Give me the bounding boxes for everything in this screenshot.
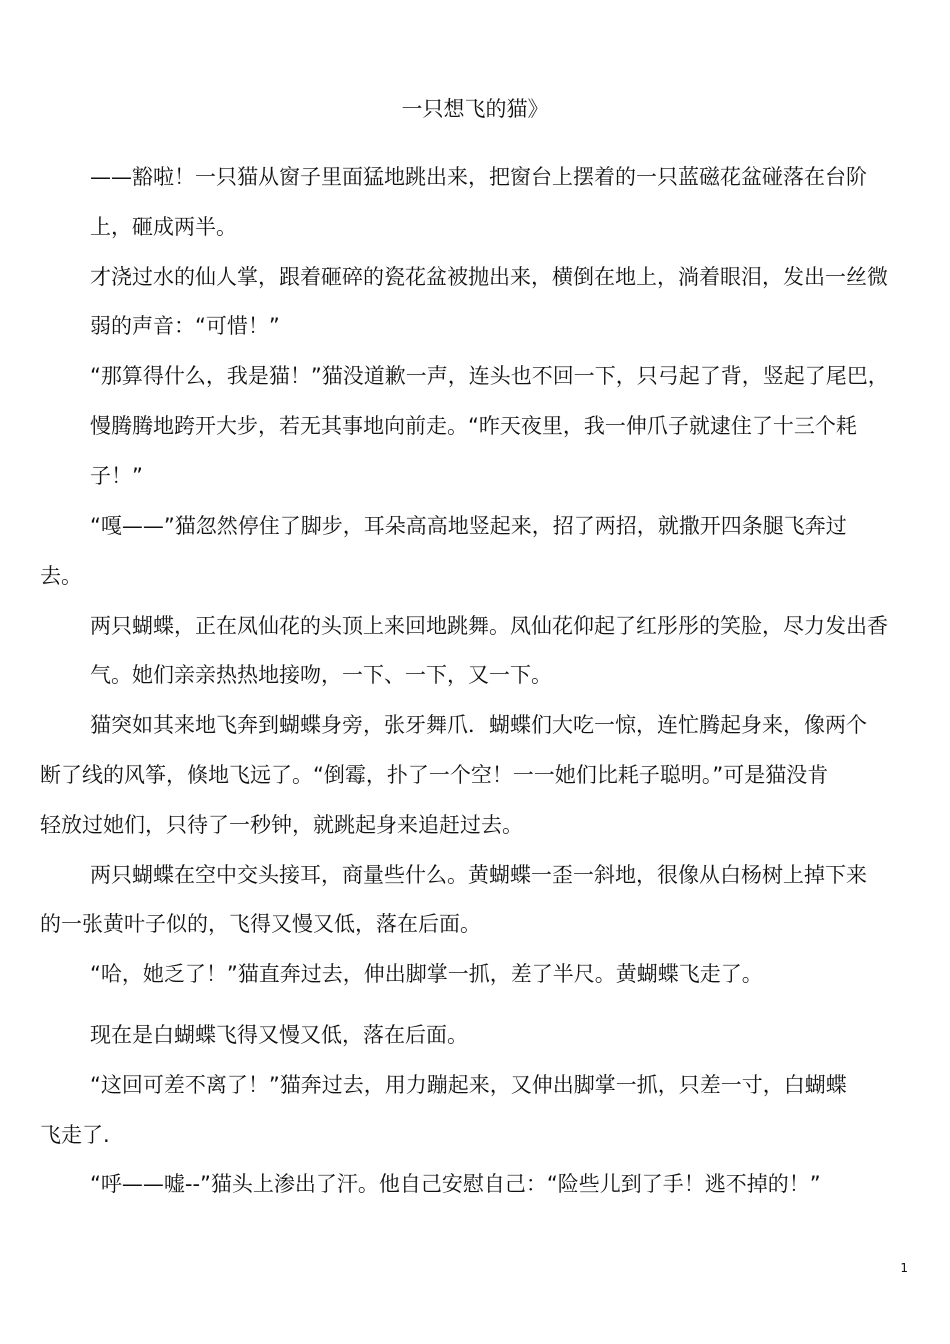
paragraph-line: “哈，她乏了！”猫直奔过去，伸出脚掌一抓，差了半尺。黄蝴蝶飞走了。 xyxy=(90,962,763,986)
paragraph-line: 两只蝴蝶在空中交头接耳，商量些什么。黄蝴蝶一歪一斜地，很像从白杨树上掉下来 xyxy=(90,863,867,887)
paragraph-line: 才浇过水的仙人掌，跟着砸碎的瓷花盆被抛出来，横倒在地上，淌着眼泪，发出一丝微 xyxy=(90,265,888,289)
paragraph-line: 气。她们亲亲热热地接吻，一下、一下，又一下。 xyxy=(90,663,552,687)
paragraph-line: 慢腾腾地跨开大步，若无其事地向前走。“昨天夜里，我一伸爪子就逮住了十三个耗 xyxy=(90,414,857,438)
paragraph-line: 猫突如其来地飞奔到蝴蝶身旁，张牙舞爪．蝴蝶们大吃一惊，连忙腾起身来，像两个 xyxy=(90,713,867,737)
paragraph-line: “那算得什么，我是猫！”猫没道歉一声，连头也不回一下，只弓起了背，竖起了尾巴， xyxy=(90,364,889,388)
paragraph-line: ——豁啦！一只猫从窗子里面猛地跳出来，把窗台上摆着的一只蓝磁花盆碰落在台阶 xyxy=(90,165,867,189)
paragraph-line: 断了线的风筝，倏地飞远了。“倒霉，扑了一个空！一一她们比耗子聪明。”可是猫没肯 xyxy=(40,763,829,787)
paragraph-line: 弱的声音：“可惜！” xyxy=(90,314,280,338)
paragraph-line: 的一张黄叶子似的，飞得又慢又低，落在后面。 xyxy=(40,912,481,936)
paragraph-line: “嘎——”猫忽然停住了脚步，耳朵高高地竖起来，招了两招，就撒开四条腿飞奔过 xyxy=(90,514,847,538)
paragraph-line: 上，砸成两半。 xyxy=(90,215,237,239)
paragraph-line: 飞走了. xyxy=(40,1123,110,1147)
paragraph-line: 两只蝴蝶，正在凤仙花的头顶上来回地跳舞。凤仙花仰起了红彤彤的笑脸，尽力发出香 xyxy=(90,614,888,638)
paragraph-line: 去。 xyxy=(40,564,82,588)
paragraph-line: 轻放过她们，只待了一秒钟，就跳起身来追赶过去。 xyxy=(40,813,523,837)
paragraph-line: “呼——嘘--”猫头上渗出了汗。他自己安慰自己：“险些儿到了手！逃不掉的！” xyxy=(90,1172,821,1196)
paragraph-line: “这回可差不离了！”猫奔过去，用力蹦起来，又伸出脚掌一抓，只差一寸，白蝴蝶 xyxy=(90,1073,847,1097)
document-title: 一只想飞的猫》 xyxy=(401,97,549,121)
paragraph-line: 子！” xyxy=(90,464,143,488)
page-number: 1 xyxy=(900,1261,908,1275)
paragraph-line: 现在是白蝴蝶飞得又慢又低，落在后面。 xyxy=(90,1023,468,1047)
